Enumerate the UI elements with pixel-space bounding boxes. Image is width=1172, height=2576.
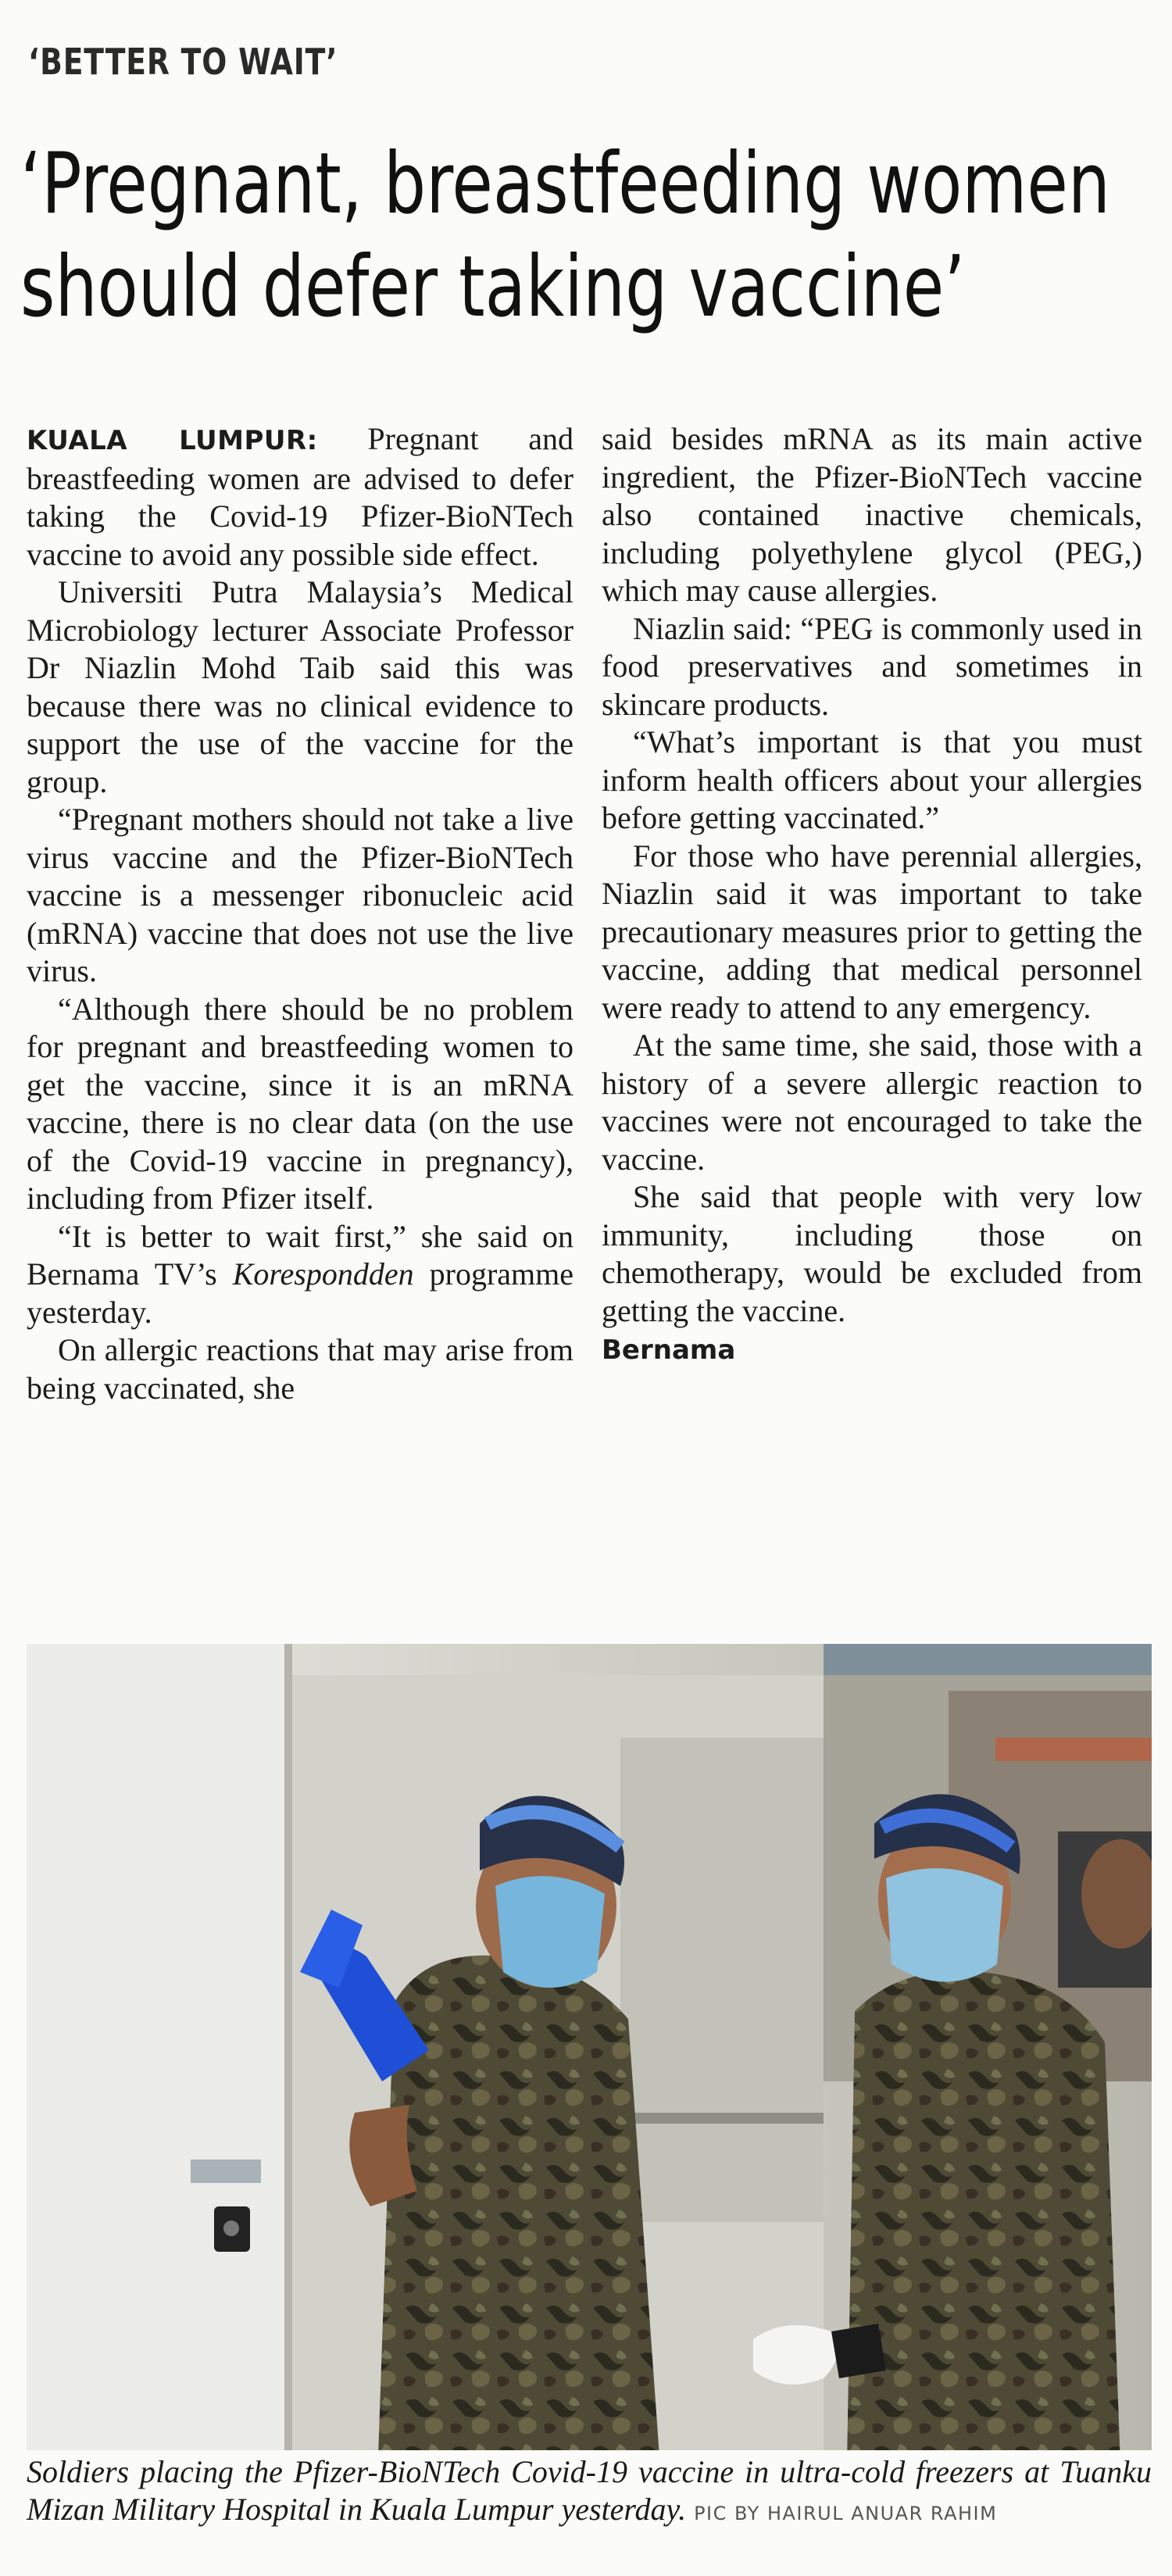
photo-caption: Soldiers placing the Pfizer-BioNTech Covid-19 vaccine in ultra-cold freezers at Tuanku Mizan Military Hospital in Kuala Lumpur yesterday. PIC BY HAIRUL ANUAR RAHIM bbox=[27, 2454, 1152, 2527]
article-paragraph: said besides mRNA as its main active ingredient, the Pfizer-BioNTech vaccine also contained inactive chemicals, including polyethylene glycol (PEG,) which may cause allergies. bbox=[602, 421, 1142, 608]
article-paragraph: At the same time, she said, those with a history of a severe allergic reaction to vaccines were not encouraged to take the vaccine. bbox=[602, 1027, 1142, 1177]
headline bbox=[20, 133, 1131, 339]
article-paragraph: “Pregnant mothers should not take a live virus vaccine and the Pfizer-BioNTech vaccine is a messenger ribonucleic acid (mRNA) vaccine that does not use the live virus. bbox=[27, 802, 573, 988]
news-photo bbox=[27, 1644, 1152, 2450]
news-agency-credit: Bernama bbox=[602, 1334, 736, 1366]
programme-name: Korespondden bbox=[232, 1256, 414, 1292]
article-paragraph: “Although there should be no problem for pregnant and breastfeeding women to get the vaccine, since it is an mRNA vaccine, there is no clear data (on the use of the Covid-19 vaccine in pregnancy), including from Pfizer itself. bbox=[27, 991, 573, 1216]
article-paragraph: “It is better to wait first,” she said on Bernama TV’s Korespondden programme yesterday. bbox=[27, 1218, 574, 1330]
article-paragraph: KUALA LUMPUR: Pregnant and breastfeeding women are advised to defer taking the Covid-19 Pfizer-BioNTech vaccine to avoid any possible side effect. bbox=[27, 421, 573, 572]
article-paragraph: For those who have perennial allergies, Niazlin said it was important to take precautionary measures prior to getting the vaccine, adding that medical personnel were ready to attend to any emergency. bbox=[602, 838, 1142, 1025]
headline-line-2: should defer taking vaccine’ bbox=[20, 238, 966, 336]
article-column-left bbox=[27, 420, 573, 1407]
article-paragraph: Universiti Putra Malaysia’s Medical Microbiology lecturer Associate Professor Dr Niazlin Mohd Taib said this was because there was no clinical evidence to support the use of the vaccine for the group. bbox=[27, 574, 573, 799]
kicker: ‘BETTER TO WAIT’ bbox=[28, 41, 338, 83]
headline-line-1: ‘Pregnant, breastfeeding women bbox=[20, 135, 1110, 233]
article-paragraph: “What’s important is that you must inform health officers about your allergies before getting vaccinated.” bbox=[602, 724, 1142, 835]
article-paragraph: Niazlin said: “PEG is commonly used in food preservatives and sometimes in skincare products. bbox=[602, 610, 1142, 722]
article-column-right bbox=[602, 420, 1142, 1370]
soldiers-freezer-photo bbox=[27, 1644, 1152, 2450]
dateline: KUALA LUMPUR: bbox=[27, 425, 318, 456]
article-paragraph: On allergic reactions that may arise from being vaccinated, she bbox=[27, 1332, 573, 1406]
article-paragraph: She said that people with very low immunity, including those on chemotherapy, would be excluded from getting the vaccine. bbox=[602, 1179, 1142, 1328]
photo-credit: PIC BY HAIRUL ANUAR RAHIM bbox=[694, 2503, 998, 2524]
